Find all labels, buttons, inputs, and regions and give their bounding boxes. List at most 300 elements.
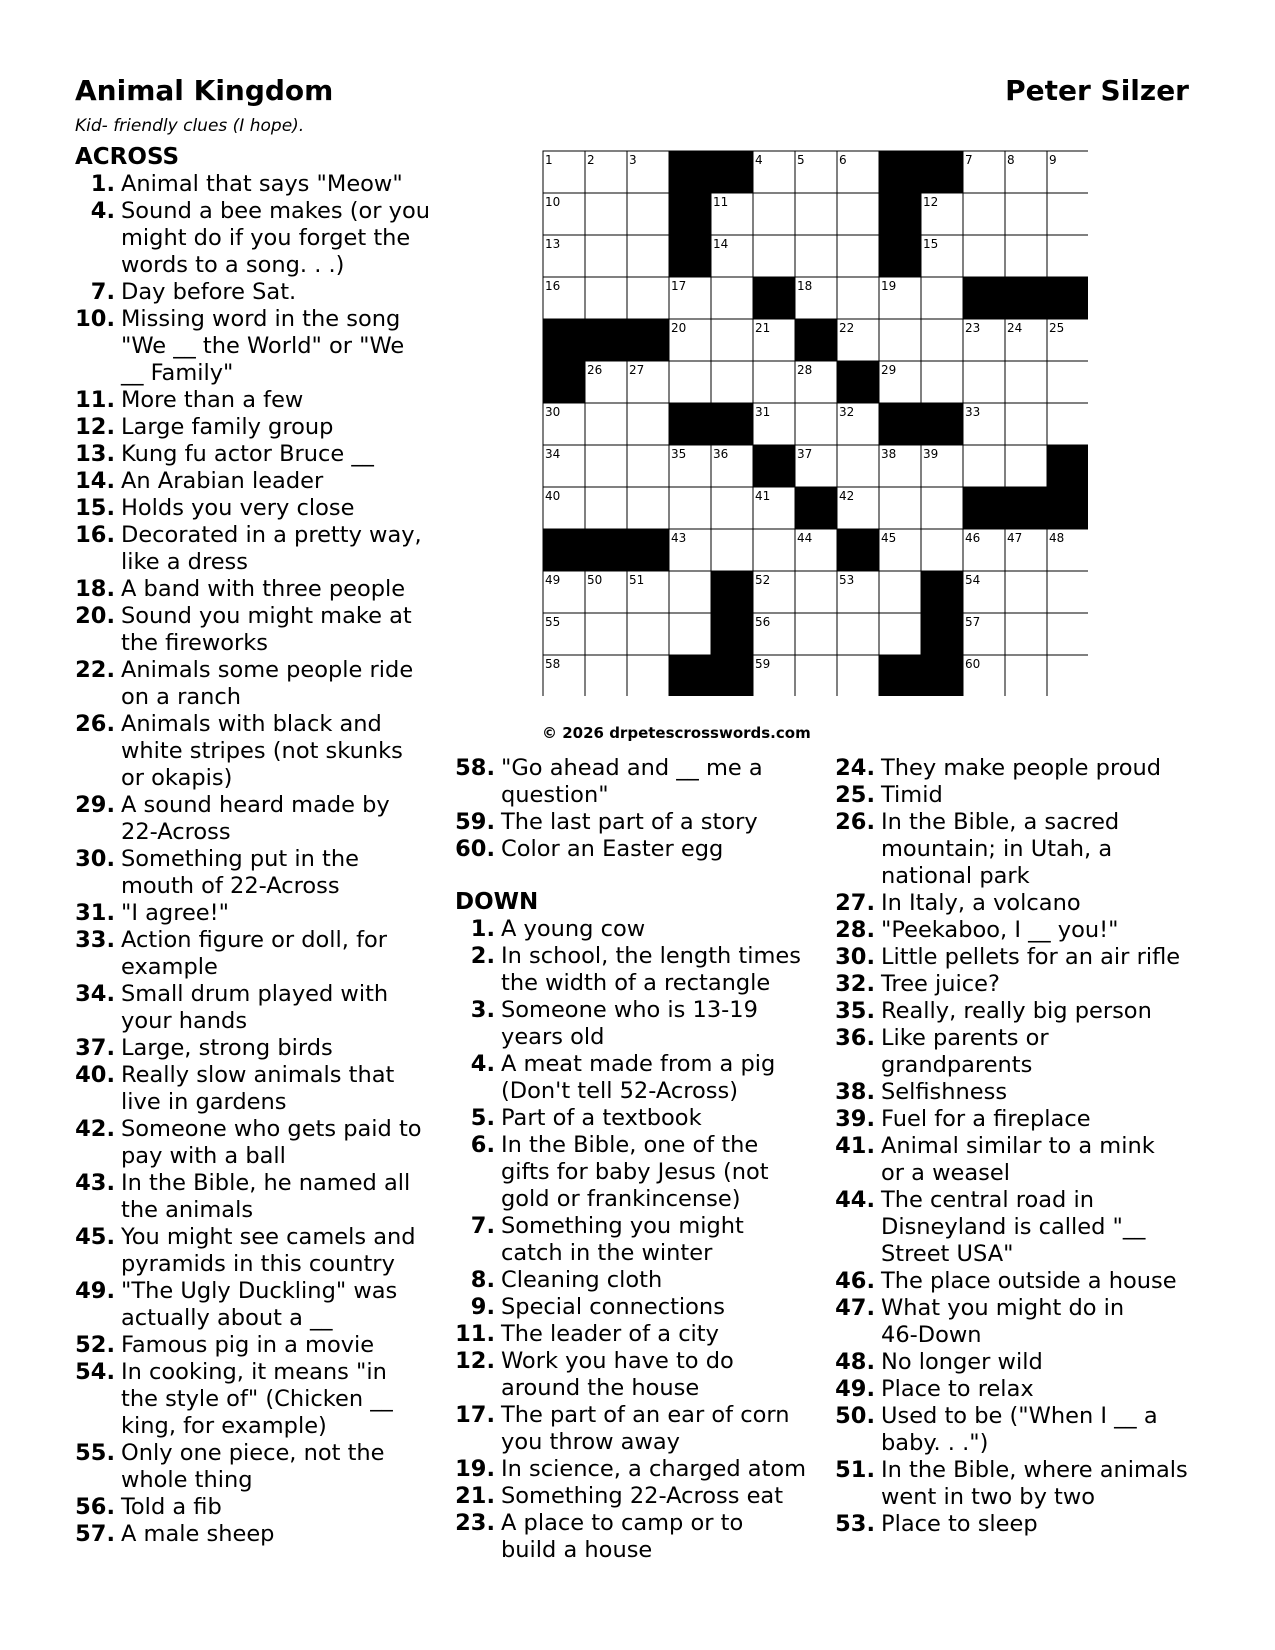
clue-item[interactable] bbox=[835, 998, 1215, 1025]
clue-text: Work you have to do around the house bbox=[501, 1348, 734, 1401]
grid-cell[interactable] bbox=[921, 361, 963, 403]
clue-number: 45. bbox=[75, 1224, 115, 1250]
down-clue-list bbox=[455, 916, 835, 1564]
grid-cell[interactable] bbox=[963, 235, 1005, 277]
clue-text: Sound you might make at the fireworks bbox=[121, 603, 412, 656]
clue-item[interactable] bbox=[75, 1224, 455, 1278]
grid-cell[interactable] bbox=[711, 277, 753, 319]
puzzle-title: Animal Kingdom bbox=[75, 74, 334, 107]
clue-text: In Italy, a volcano bbox=[881, 890, 1081, 916]
clue-number: 27. bbox=[835, 890, 875, 916]
clue-text: Day before Sat. bbox=[121, 279, 297, 305]
clue-number: 57. bbox=[75, 1521, 115, 1547]
grid-cell[interactable] bbox=[1005, 613, 1047, 655]
grid-cell[interactable] bbox=[627, 487, 669, 529]
clue-item[interactable] bbox=[75, 1494, 455, 1521]
cell-number: 26 bbox=[587, 363, 603, 377]
clue-text: Part of a textbook bbox=[501, 1105, 702, 1131]
clue-number: 53. bbox=[835, 1511, 875, 1537]
clue-number: 15. bbox=[75, 495, 115, 521]
grid-cell[interactable] bbox=[921, 529, 963, 571]
grid-cell[interactable] bbox=[627, 193, 669, 235]
puzzle-subtitle: Kid- friendly clues (I hope). bbox=[75, 116, 305, 136]
clue-item[interactable] bbox=[75, 1359, 455, 1440]
clue-text: Cleaning cloth bbox=[501, 1267, 663, 1293]
clue-text: Special connections bbox=[501, 1294, 725, 1320]
grid-block bbox=[963, 487, 1005, 529]
cell-number: 21 bbox=[755, 321, 771, 335]
clue-text: Tree juice? bbox=[881, 971, 1000, 997]
grid-block bbox=[879, 193, 921, 235]
clue-text: Someone who gets paid to pay with a ball bbox=[121, 1116, 422, 1169]
cell-number: 1 bbox=[545, 153, 553, 167]
clue-text: The central road in Disneyland is called "__ Street USA" bbox=[881, 1187, 1146, 1267]
clue-item[interactable] bbox=[835, 1268, 1215, 1295]
grid-cell[interactable] bbox=[837, 613, 879, 655]
clue-item[interactable] bbox=[75, 927, 455, 981]
grid-block bbox=[921, 403, 963, 445]
grid-cell[interactable] bbox=[669, 613, 711, 655]
clue-item[interactable] bbox=[455, 1051, 835, 1105]
grid-cell[interactable] bbox=[837, 277, 879, 319]
cell-number: 42 bbox=[839, 489, 855, 503]
clue-text: Animals some people ride on a ranch bbox=[121, 657, 414, 710]
grid-block bbox=[921, 151, 963, 193]
clue-number: 5. bbox=[470, 1105, 495, 1131]
clue-number: 26. bbox=[835, 809, 875, 835]
grid-block bbox=[543, 529, 585, 571]
clue-number: 50. bbox=[835, 1403, 875, 1429]
clue-item[interactable] bbox=[75, 711, 455, 792]
clue-item[interactable] bbox=[75, 576, 455, 603]
clue-item[interactable] bbox=[455, 1132, 835, 1213]
clue-text: Sound a bee makes (or you might do if you forget the words to a song. . .) bbox=[121, 198, 431, 278]
grid-cell[interactable] bbox=[795, 193, 837, 235]
clue-item[interactable] bbox=[75, 900, 455, 927]
grid-cell[interactable] bbox=[1047, 613, 1088, 655]
grid-cell[interactable] bbox=[1005, 655, 1047, 696]
grid-block bbox=[753, 277, 795, 319]
grid-cell[interactable] bbox=[669, 571, 711, 613]
cell-number: 22 bbox=[839, 321, 855, 335]
grid-cell[interactable] bbox=[585, 655, 627, 696]
grid-block bbox=[879, 655, 921, 696]
clue-text: A sound heard made by 22-Across bbox=[121, 792, 390, 845]
clue-item[interactable] bbox=[455, 1321, 835, 1348]
clue-number: 34. bbox=[75, 981, 115, 1007]
clue-item[interactable] bbox=[835, 1187, 1215, 1268]
clue-number: 30. bbox=[835, 944, 875, 970]
grid-cell[interactable] bbox=[879, 613, 921, 655]
cell-number: 58 bbox=[545, 657, 561, 671]
clue-item[interactable] bbox=[835, 917, 1215, 944]
cell-number: 8 bbox=[1007, 153, 1015, 167]
grid-cell[interactable] bbox=[585, 487, 627, 529]
clue-text: Like parents or grandparents bbox=[881, 1025, 1049, 1078]
grid-cell[interactable] bbox=[585, 277, 627, 319]
middle-column bbox=[455, 755, 835, 1564]
clue-number: 13. bbox=[75, 441, 115, 467]
clue-text: Animals with black and white stripes (not skunks or okapis) bbox=[121, 711, 403, 791]
clue-item[interactable] bbox=[75, 306, 455, 387]
right-column bbox=[835, 755, 1215, 1538]
clue-item[interactable] bbox=[455, 1483, 835, 1510]
clue-number: 8. bbox=[470, 1267, 495, 1293]
clue-item[interactable] bbox=[835, 1106, 1215, 1133]
clue-text: Timid bbox=[881, 782, 943, 808]
grid-cell[interactable] bbox=[627, 613, 669, 655]
grid-cell[interactable] bbox=[585, 613, 627, 655]
clue-number: 12. bbox=[75, 414, 115, 440]
grid-block bbox=[711, 613, 753, 655]
clue-item[interactable] bbox=[75, 441, 455, 468]
clue-item[interactable] bbox=[75, 981, 455, 1035]
grid-cell[interactable] bbox=[585, 235, 627, 277]
cell-number: 19 bbox=[881, 279, 897, 293]
clue-item[interactable] bbox=[835, 971, 1215, 998]
grid-cell[interactable] bbox=[711, 361, 753, 403]
clue-number: 52. bbox=[75, 1332, 115, 1358]
clue-item[interactable] bbox=[75, 522, 455, 576]
clue-text: Really, really big person bbox=[881, 998, 1152, 1024]
grid-block bbox=[543, 361, 585, 403]
clue-item[interactable] bbox=[455, 1456, 835, 1483]
cell-number: 53 bbox=[839, 573, 855, 587]
clue-number: 33. bbox=[75, 927, 115, 953]
cell-number: 20 bbox=[671, 321, 687, 335]
grid-block bbox=[543, 319, 585, 361]
grid-cell[interactable] bbox=[753, 193, 795, 235]
clue-item[interactable] bbox=[75, 171, 455, 198]
grid-cell[interactable] bbox=[627, 277, 669, 319]
grid-cell[interactable] bbox=[963, 445, 1005, 487]
clue-number: 36. bbox=[835, 1025, 875, 1051]
grid-block bbox=[879, 151, 921, 193]
cell-number: 16 bbox=[545, 279, 561, 293]
cell-number: 4 bbox=[755, 153, 763, 167]
cell-number: 49 bbox=[545, 573, 561, 587]
grid-cell[interactable] bbox=[837, 235, 879, 277]
cell-number: 60 bbox=[965, 657, 981, 671]
grid-cell[interactable] bbox=[921, 319, 963, 361]
clue-item[interactable] bbox=[75, 1440, 455, 1494]
clue-text: Only one piece, not the whole thing bbox=[121, 1440, 385, 1493]
clue-item[interactable] bbox=[835, 1376, 1215, 1403]
cell-number: 2 bbox=[587, 153, 595, 167]
grid-block bbox=[585, 319, 627, 361]
clue-number: 7. bbox=[90, 279, 115, 305]
cell-number: 55 bbox=[545, 615, 561, 629]
grid-cell[interactable] bbox=[795, 571, 837, 613]
grid-cell[interactable] bbox=[585, 445, 627, 487]
grid-cell[interactable] bbox=[921, 277, 963, 319]
cell-number: 45 bbox=[881, 531, 897, 545]
clue-item[interactable] bbox=[75, 495, 455, 522]
clue-text: Something you might catch in the winter bbox=[501, 1213, 744, 1266]
clue-text: Kung fu actor Bruce __ bbox=[121, 441, 374, 467]
clue-number: 31. bbox=[75, 900, 115, 926]
cell-number: 44 bbox=[797, 531, 813, 545]
grid-cell[interactable] bbox=[795, 613, 837, 655]
clue-text: The place outside a house bbox=[881, 1268, 1177, 1294]
clue-number: 56. bbox=[75, 1494, 115, 1520]
clue-text: In the Bible, one of the gifts for baby Jesus (not gold or frankincense) bbox=[501, 1132, 769, 1212]
grid-cell[interactable] bbox=[1047, 571, 1088, 613]
clue-text: In science, a charged atom bbox=[501, 1456, 807, 1482]
cell-number: 31 bbox=[755, 405, 771, 419]
grid-cell[interactable] bbox=[837, 655, 879, 696]
crossword-grid[interactable] bbox=[542, 150, 1088, 696]
clue-item[interactable] bbox=[835, 1133, 1215, 1187]
clue-item[interactable] bbox=[835, 1403, 1215, 1457]
clue-item[interactable] bbox=[455, 1267, 835, 1294]
clue-text: Something put in the mouth of 22-Across bbox=[121, 846, 359, 899]
clue-item[interactable] bbox=[75, 1170, 455, 1224]
grid-block bbox=[669, 235, 711, 277]
clue-text: In cooking, it means "in the style of" (Chicken __ king, for example) bbox=[121, 1359, 393, 1439]
grid-cell[interactable] bbox=[963, 361, 1005, 403]
clue-number: 19. bbox=[455, 1456, 495, 1482]
clue-item[interactable] bbox=[835, 1079, 1215, 1106]
clue-text: Told a fib bbox=[121, 1494, 222, 1520]
grid-cell[interactable] bbox=[1005, 235, 1047, 277]
grid-cell[interactable] bbox=[627, 403, 669, 445]
grid-block bbox=[1047, 277, 1088, 319]
grid-cell[interactable] bbox=[795, 403, 837, 445]
grid-cell[interactable] bbox=[1005, 361, 1047, 403]
clue-item[interactable] bbox=[455, 1294, 835, 1321]
clue-item[interactable] bbox=[835, 890, 1215, 917]
clue-item[interactable] bbox=[455, 1510, 835, 1564]
grid-cell[interactable] bbox=[1047, 193, 1088, 235]
clue-item[interactable] bbox=[835, 1349, 1215, 1376]
cell-number: 37 bbox=[797, 447, 813, 461]
grid-cell[interactable] bbox=[711, 487, 753, 529]
clue-item[interactable] bbox=[455, 1348, 835, 1402]
grid-cell[interactable] bbox=[711, 529, 753, 571]
cell-number: 41 bbox=[755, 489, 771, 503]
cell-number: 43 bbox=[671, 531, 687, 545]
cell-number: 29 bbox=[881, 363, 897, 377]
grid-block bbox=[963, 277, 1005, 319]
grid-cell[interactable] bbox=[963, 193, 1005, 235]
clue-text: "Go ahead and __ me a question" bbox=[501, 755, 763, 808]
across-column bbox=[75, 144, 455, 1548]
grid-block bbox=[1005, 487, 1047, 529]
grid-cell[interactable] bbox=[921, 487, 963, 529]
clue-text: In the Bible, he named all the animals bbox=[121, 1170, 411, 1223]
clue-number: 51. bbox=[835, 1457, 875, 1483]
clue-item[interactable] bbox=[455, 916, 835, 943]
clue-item[interactable] bbox=[455, 997, 835, 1051]
grid-block bbox=[1047, 445, 1088, 487]
grid-cell[interactable] bbox=[795, 235, 837, 277]
clue-item[interactable] bbox=[455, 809, 835, 836]
clue-item[interactable] bbox=[75, 1062, 455, 1116]
grid-block bbox=[711, 571, 753, 613]
clue-text: Missing word in the song "We __ the World" or "We __ Family" bbox=[121, 306, 405, 386]
cell-number: 33 bbox=[965, 405, 981, 419]
clue-item[interactable] bbox=[835, 755, 1215, 782]
clue-text: Someone who is 13-19 years old bbox=[501, 997, 758, 1050]
clue-number: 46. bbox=[835, 1268, 875, 1294]
clue-text: Place to sleep bbox=[881, 1511, 1038, 1537]
clue-item[interactable] bbox=[75, 1332, 455, 1359]
clue-text: A meat made from a pig (Don't tell 52-Across) bbox=[501, 1051, 776, 1104]
cell-number: 11 bbox=[713, 195, 729, 209]
cell-number: 34 bbox=[545, 447, 561, 461]
grid-cell[interactable] bbox=[753, 361, 795, 403]
grid-block bbox=[627, 319, 669, 361]
clue-number: 49. bbox=[835, 1376, 875, 1402]
clue-item[interactable] bbox=[455, 1402, 835, 1456]
grid-block bbox=[921, 571, 963, 613]
clue-text: "Peekaboo, I __ you!" bbox=[881, 917, 1119, 943]
clue-item[interactable] bbox=[455, 1213, 835, 1267]
clue-item[interactable] bbox=[75, 1278, 455, 1332]
clue-text: Little pellets for an air rifle bbox=[881, 944, 1181, 970]
clue-number: 37. bbox=[75, 1035, 115, 1061]
clue-item[interactable] bbox=[455, 1105, 835, 1132]
clue-number: 4. bbox=[470, 1051, 495, 1077]
cell-number: 12 bbox=[923, 195, 939, 209]
grid-cell[interactable] bbox=[753, 235, 795, 277]
clue-item[interactable] bbox=[75, 279, 455, 306]
grid-cell[interactable] bbox=[879, 571, 921, 613]
clue-item[interactable] bbox=[835, 809, 1215, 890]
clue-item[interactable] bbox=[835, 1511, 1215, 1538]
grid-cell[interactable] bbox=[585, 403, 627, 445]
clue-text: Holds you very close bbox=[121, 495, 355, 521]
cell-number: 14 bbox=[713, 237, 729, 251]
grid-cell[interactable] bbox=[627, 655, 669, 696]
grid-cell[interactable] bbox=[1047, 361, 1088, 403]
grid-cell[interactable] bbox=[669, 487, 711, 529]
clue-item[interactable] bbox=[75, 468, 455, 495]
grid-cell[interactable] bbox=[711, 319, 753, 361]
grid-cell[interactable] bbox=[1005, 193, 1047, 235]
clue-item[interactable] bbox=[835, 1025, 1215, 1079]
cell-number: 57 bbox=[965, 615, 981, 629]
clue-number: 49. bbox=[75, 1278, 115, 1304]
cell-number: 9 bbox=[1049, 153, 1057, 167]
grid-cell[interactable] bbox=[879, 319, 921, 361]
grid-cell[interactable] bbox=[627, 235, 669, 277]
clue-text: More than a few bbox=[121, 387, 304, 413]
clue-item[interactable] bbox=[835, 1457, 1215, 1511]
clue-item[interactable] bbox=[455, 836, 835, 863]
clue-item[interactable] bbox=[455, 755, 835, 809]
clue-text: Animal that says "Meow" bbox=[121, 171, 403, 197]
grid-cell[interactable] bbox=[669, 361, 711, 403]
clue-number: 54. bbox=[75, 1359, 115, 1385]
clue-text: The leader of a city bbox=[501, 1321, 719, 1347]
clue-number: 43. bbox=[75, 1170, 115, 1196]
clue-item[interactable] bbox=[75, 603, 455, 657]
clue-text: They make people proud bbox=[881, 755, 1162, 781]
cell-number: 36 bbox=[713, 447, 729, 461]
grid-cell[interactable] bbox=[585, 193, 627, 235]
clue-text: Fuel for a fireplace bbox=[881, 1106, 1091, 1132]
grid-cell[interactable] bbox=[1047, 235, 1088, 277]
author-name: Peter Silzer bbox=[1005, 74, 1189, 107]
cell-number: 50 bbox=[587, 573, 603, 587]
cell-number: 38 bbox=[881, 447, 897, 461]
clue-item[interactable] bbox=[75, 1521, 455, 1548]
clue-number: 44. bbox=[835, 1187, 875, 1213]
clue-text: Really slow animals that live in gardens bbox=[121, 1062, 395, 1115]
grid-block bbox=[837, 529, 879, 571]
grid-block bbox=[795, 487, 837, 529]
grid-cell[interactable] bbox=[837, 193, 879, 235]
clue-item[interactable] bbox=[75, 846, 455, 900]
across-clue-list bbox=[75, 171, 455, 1548]
clue-number: 23. bbox=[455, 1510, 495, 1536]
grid-cell[interactable] bbox=[1005, 445, 1047, 487]
clue-item[interactable] bbox=[75, 1116, 455, 1170]
grid-cell[interactable] bbox=[1047, 403, 1088, 445]
clue-text: Large family group bbox=[121, 414, 334, 440]
clue-number: 55. bbox=[75, 1440, 115, 1466]
clue-text: A band with three people bbox=[121, 576, 406, 602]
clue-text: The last part of a story bbox=[501, 809, 758, 835]
grid-cell[interactable] bbox=[795, 655, 837, 696]
clue-number: 59. bbox=[455, 809, 495, 835]
cell-number: 17 bbox=[671, 279, 687, 293]
clue-item[interactable] bbox=[75, 1035, 455, 1062]
clue-number: 10. bbox=[75, 306, 115, 332]
clue-item[interactable] bbox=[75, 387, 455, 414]
grid-block bbox=[795, 319, 837, 361]
grid-cell[interactable] bbox=[1005, 403, 1047, 445]
grid-cell[interactable] bbox=[1047, 655, 1088, 696]
clue-item[interactable] bbox=[75, 792, 455, 846]
clue-number: 14. bbox=[75, 468, 115, 494]
clue-number: 2. bbox=[470, 943, 495, 969]
clue-text: No longer wild bbox=[881, 1349, 1043, 1375]
clue-item[interactable] bbox=[835, 944, 1215, 971]
cell-number: 40 bbox=[545, 489, 561, 503]
clue-item[interactable] bbox=[455, 943, 835, 997]
clue-number: 48. bbox=[835, 1349, 875, 1375]
clue-item[interactable] bbox=[835, 1295, 1215, 1349]
clue-item[interactable] bbox=[75, 657, 455, 711]
grid-cell[interactable] bbox=[627, 445, 669, 487]
clue-number: 1. bbox=[90, 171, 115, 197]
grid-block bbox=[669, 403, 711, 445]
grid-cell[interactable] bbox=[837, 445, 879, 487]
grid-block bbox=[1005, 277, 1047, 319]
cell-number: 25 bbox=[1049, 321, 1065, 335]
clue-number: 60. bbox=[455, 836, 495, 862]
clue-number: 39. bbox=[835, 1106, 875, 1132]
clue-text: A place to camp or to build a house bbox=[501, 1510, 744, 1563]
clue-item[interactable] bbox=[835, 782, 1215, 809]
clue-number: 4. bbox=[90, 198, 115, 224]
grid-cell[interactable] bbox=[753, 529, 795, 571]
grid-cell[interactable] bbox=[879, 487, 921, 529]
across-heading: ACROSS bbox=[75, 144, 180, 170]
clue-item[interactable] bbox=[75, 414, 455, 441]
grid-block bbox=[585, 529, 627, 571]
clue-number: 3. bbox=[470, 997, 495, 1023]
clue-number: 24. bbox=[835, 755, 875, 781]
grid-cell[interactable] bbox=[1005, 571, 1047, 613]
clue-item[interactable] bbox=[75, 198, 455, 279]
cell-number: 13 bbox=[545, 237, 561, 251]
grid-block bbox=[711, 403, 753, 445]
grid-block bbox=[711, 151, 753, 193]
